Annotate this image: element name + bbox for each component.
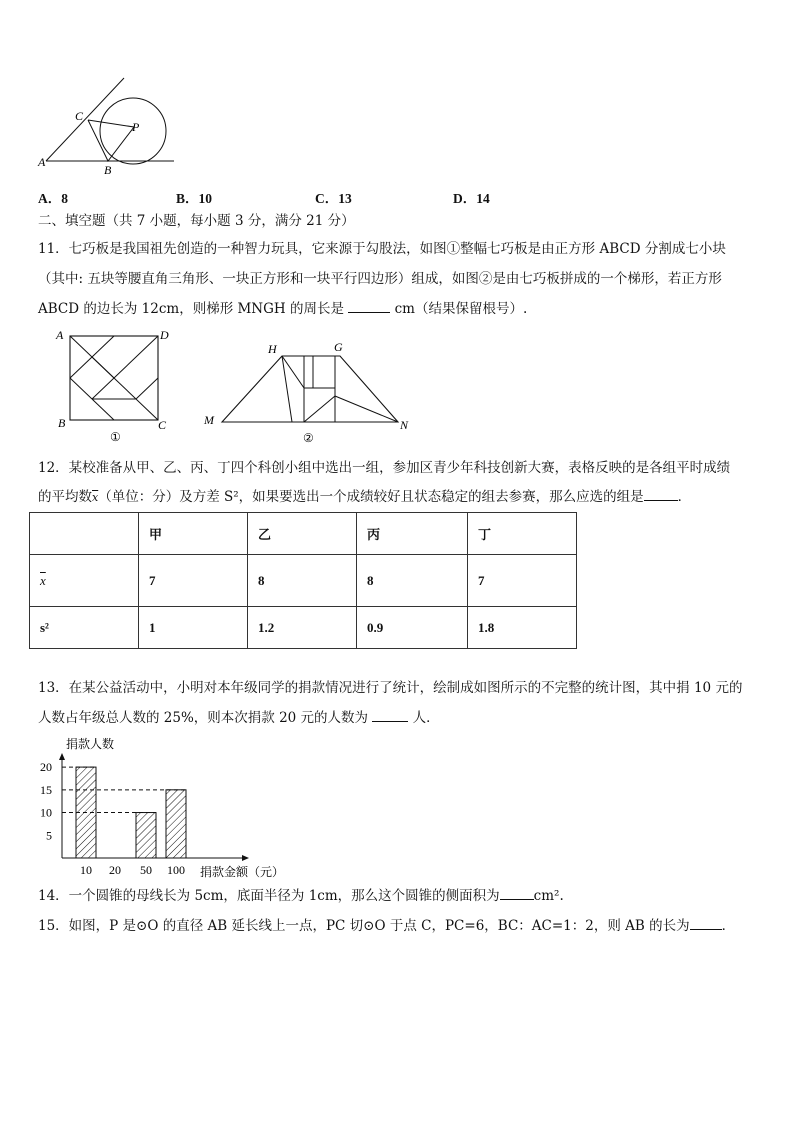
bar-50: [136, 813, 156, 858]
q11-line2: （其中: 五块等腰直角三角形、一块正方形和一块平行四边形）组成，如图②是由七巧板拼成的一个梯形，若正方形: [38, 271, 722, 287]
q11-line3-text: ABCD 的边长为 12cm，则梯形 MNGH 的周长是: [38, 301, 344, 317]
option-a: A．8: [38, 191, 68, 206]
q12-line2-a: 的平均数: [38, 489, 92, 505]
q15-text-a: 15．如图，P 是⊙O 的直径 AB 延长线上一点，PC 切⊙O 于点 C，PC=6，BC：AC=1：2，则 AB 的长为: [38, 918, 690, 934]
header-cell-yi: 乙: [248, 513, 357, 555]
x-tick-label: 20: [109, 863, 121, 877]
q11-answer-blank: [348, 312, 390, 313]
table-cell: 1: [139, 607, 248, 649]
q12-answer-blank: [644, 500, 678, 501]
label-C: C: [75, 109, 84, 123]
chart-xlabel: 捐款金额（元）: [200, 865, 285, 879]
tangent-line: [46, 78, 124, 161]
table-cell: 8: [248, 555, 357, 607]
table-cell: 1.2: [248, 607, 357, 649]
chart-bars: [76, 767, 186, 858]
q13-line2-a: 人数占年级总人数的 25%，则本次捐款 20 元的人数为: [38, 710, 369, 726]
q14-line: [38, 887, 564, 905]
bar-10: [76, 767, 96, 858]
q14-answer-blank: [500, 899, 534, 900]
option-d: D．14: [453, 191, 490, 206]
chart-xticks: [80, 863, 185, 877]
fig2-label-M: M: [204, 413, 214, 427]
q11-line3: [38, 300, 527, 318]
chart-ylabel: 捐款人数: [66, 737, 115, 751]
q13-line1: 13．在某公益活动中，小明对本年级同学的捐款情况进行了统计，绘制成如图所示的不完整的统计图，其中捐 10 元的: [38, 680, 743, 696]
bar-100: [166, 790, 186, 858]
q14-text-b: cm².: [533, 888, 564, 904]
y-tick-label: 5: [46, 828, 52, 843]
row-label-mean: $\overline{x}$: [30, 555, 139, 607]
q11-line3-end: cm（结果保留根号）.: [394, 301, 528, 317]
label-B: B: [104, 163, 112, 176]
table-cell: 8: [357, 555, 468, 607]
y-tick-label: 15: [40, 782, 52, 797]
triangle-cpb: [88, 120, 134, 161]
q12-line2-b: （单位：分）及方差 S²，如果要选出一个成绩较好且状态稳定的组去参赛，那么应选的组是: [98, 489, 644, 505]
x-tick-label: 100: [167, 863, 185, 877]
fig2-caption: ②: [303, 431, 314, 445]
q15-text-b: ．: [721, 918, 736, 934]
y-axis-arrow: [59, 753, 65, 760]
q14-text-a: 14．一个圆锥的母线长为 5cm，底面半径为 1cm，那么这个圆锥的侧面积为: [38, 888, 500, 904]
q12-line2-end: ．: [677, 489, 692, 505]
y-tick-label: 10: [40, 805, 52, 820]
fig1-label-A: A: [56, 328, 64, 342]
table-header-row: [30, 513, 577, 555]
q15-answer-blank: [690, 929, 722, 930]
q11-line1: 11．七巧板是我国祖先创造的一种智力玩具，它来源于勾股法，如图①整幅七巧板是由正方形 ABCD 分割成七小块: [38, 241, 726, 257]
fig1-label-D: D: [160, 328, 169, 342]
q12-xbar: $\overline{x}$: [92, 491, 99, 504]
table-row: [30, 555, 577, 607]
label-P: P: [132, 120, 140, 134]
row-label-variance: s²: [30, 607, 139, 649]
fig2-label-H: H: [268, 342, 277, 356]
header-cell-ding: 丁: [468, 513, 577, 555]
x-axis-arrow: [242, 855, 249, 861]
q13-line2: [38, 709, 440, 727]
section-title: 二、填空题（共 7 小题，每小题 3 分，满分 21 分）: [38, 213, 355, 229]
q15-line: [38, 917, 735, 935]
header-cell-empty: [30, 513, 139, 555]
q12-line2: [38, 488, 691, 507]
fig1-label-B: B: [58, 416, 66, 430]
q11-figure2-trapezoid: [200, 336, 420, 446]
q10-figure: [36, 76, 186, 176]
x-tick-label: 50: [140, 863, 152, 877]
q12-line1: 12．某校准备从甲、乙、丙、丁四个科创小组中选出一组，参加区青少年科技创新大赛，表格反映的是各组平时成绩: [38, 460, 731, 476]
y-tick-label: 20: [40, 760, 52, 775]
table-cell: 7: [468, 555, 577, 607]
table-cell: 1.8: [468, 607, 577, 649]
table-row: [30, 607, 577, 649]
table-cell: 7: [139, 555, 248, 607]
label-A: A: [38, 155, 46, 169]
option-c: C．13: [315, 191, 352, 206]
q13-line2-b: 人．: [412, 710, 440, 726]
fig2-label-N: N: [400, 418, 409, 432]
fig1-caption: ①: [110, 430, 121, 443]
q13-answer-blank: [372, 721, 408, 722]
x-tick-label: 10: [80, 863, 92, 877]
header-cell-jia: 甲: [139, 513, 248, 555]
q12-score-table: [29, 512, 577, 649]
chart-yticks: [40, 760, 52, 842]
q11-figure1-tangram-square: [52, 328, 182, 443]
fig1-label-C: C: [158, 418, 167, 432]
q13-bar-chart: [30, 732, 320, 882]
header-cell-bing: 丙: [357, 513, 468, 555]
table-cell: 0.9: [357, 607, 468, 649]
fig2-label-G: G: [334, 340, 343, 354]
option-b: B．10: [176, 191, 213, 206]
